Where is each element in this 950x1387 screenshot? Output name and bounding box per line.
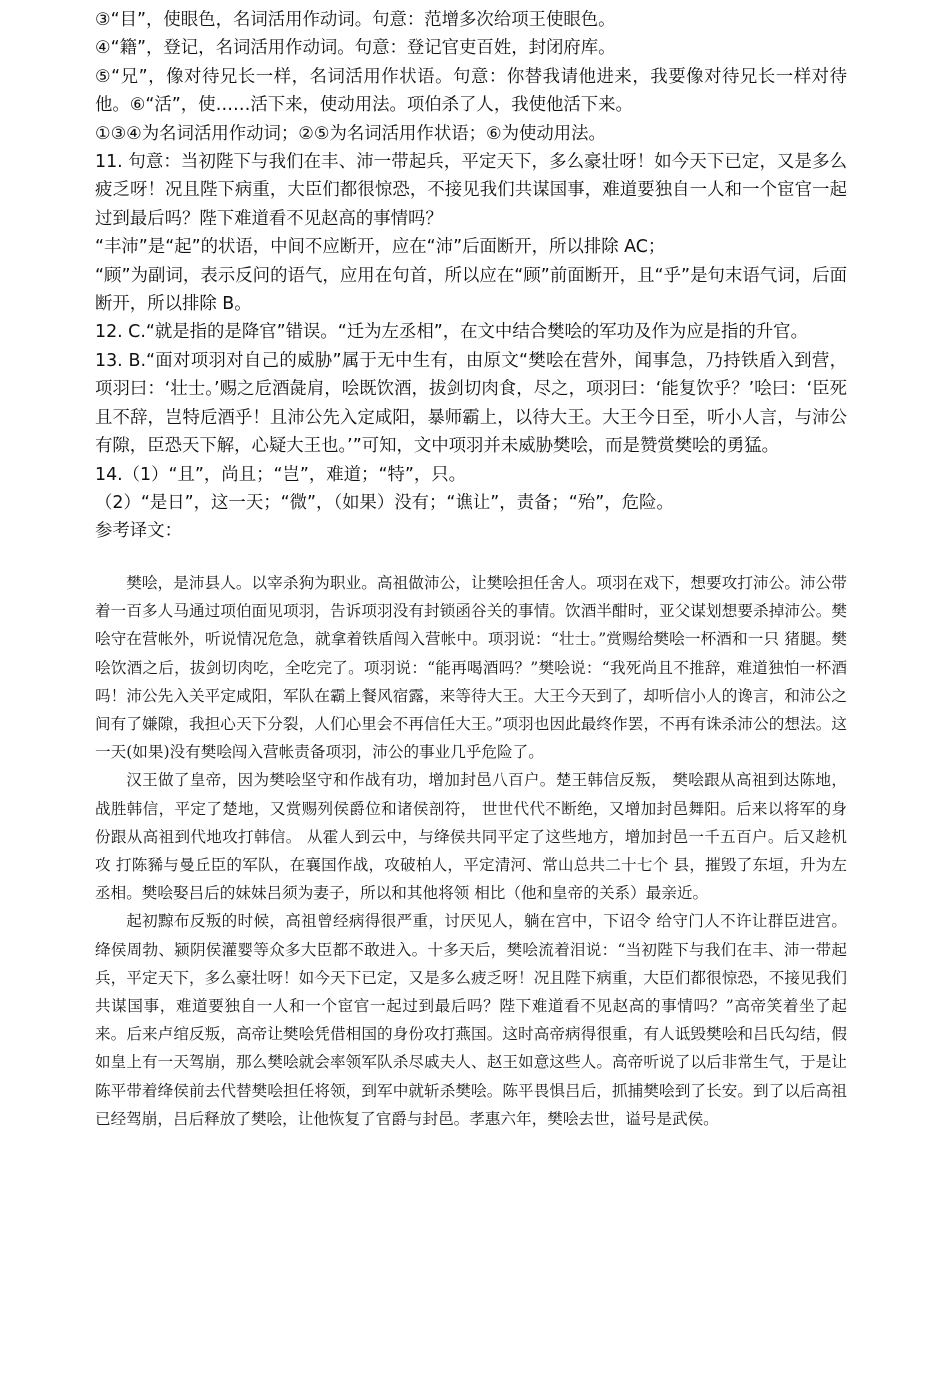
translation-paragraph-1: 樊哙，是沛县人。以宰杀狗为职业。高祖做沛公，让樊哙担任舍人。项羽在戏下，想要攻打沛公。沛公带着一百多人马通过项伯面见项羽，告诉项羽没有封锁函谷关的事情。饮酒半酣时，亚父谋划想要杀掉沛公。樊哙守在营帐外，听说情况危急，就拿着铁盾闯入营帐中。项羽说：“壮士。”赏赐给樊哙一杯酒和一只 猪腿。樊哙饮酒之后，拔剑切肉吃，全吃完了。项羽说：“能再喝酒吗？”樊哙说：“我死尚且不推辞，难道独怕一杯酒吗！沛公先入关平定咸阳，军队在霸上餐风宿露，来等待大王。大王今天到了，却听信小人的谗言，和沛公之间有了嫌隙，我担心天下分裂，人们心里会不再信任大王。”项羽也因此最终作罢，不再有诛杀沛公的想法。这一天(如果)没有樊哙闯入营帐责备项羽，沛公的事业几乎危险了。 [95,574,847,762]
answer-explanations [95,6,847,546]
answer-11: 11. 句意：当初陛下与我们在丰、沛一带起兵，平定天下，多么豪壮呀！如今天下已定，又是多么疲乏呀！况且陛下病重，大臣们都很惊恐，不接见我们共谋国事，难道要独自一人和一个宦官一起过到最后吗？陛下难道看不见赵高的事情吗？ [95,152,847,229]
answer-14-1: 14.（1）“且”，尚且；“岂”，难道；“特”，只。 [95,464,467,485]
answer-14-2: （2）“是日”，这一天；“微”，（如果）没有；“谯让”，责备；“殆”，危险。 [95,492,674,513]
translation-paragraph-3: 起初黥布反叛的时候，高祖曾经病得很严重，讨厌见人，躺在宫中，下诏令 给守门人不许让群臣进宫。绛侯周勃、颍阴侯灌婴等众多大臣都不敢进入。十多天后，樊哙流着泪说：“当初陛下与我们在丰、沛一带起兵，平定天下，多么豪壮呀！如今天下已定，又是多么疲乏呀！况且陛下病重，大臣们都很惊恐，不接见我们共谋国事，难道要独自一人和一个宦官一起过到最后吗？陛下难道看不见赵高的事情吗？”高帝笑着坐了起来。后来卢绾反叛，高帝让樊哙凭借相国的身份攻打燕国。这时高帝病得很重，有人诋毁樊哙和吕氏勾结，假如皇上有一天驾崩，那么樊哙就会率领军队杀尽戚夫人、赵王如意这些人。高帝听说了以后非常生气，于是让陈平带着绛侯前去代替樊哙担任将领，到军中就斩杀樊哙。陈平畏惧吕后，抓捕樊哙到了长安。到了以后高祖已经驾崩，吕后释放了樊哙，让他恢复了官爵与封邑。孝惠六年，樊哙去世，谥号是武侯。 [95,912,847,1128]
answer-11-b: “顾”为副词，表示反问的语气，应用在句首，所以应在“顾”前面断开，且“乎”是句末语气词，后面断开，所以排除 B。 [95,265,847,315]
answer-11-ac: “丰沛”是“起”的状语，中间不应断开，应在“沛”后面断开，所以排除 AC； [95,237,666,258]
translation-heading: 参考译文： [95,521,182,542]
answer-line-3: ③“目”，使眼色，名词活用作动词。句意：范增多次给项王使眼色。 [95,10,616,30]
answer-13: 13. B.“面对项羽对自己的威胁”属于无中生有，由原文“樊哙在营外，闻事急，乃持铁盾入到营，项羽曰：‘壮士。’赐之卮酒彘肩，哙既饮酒，拔剑切肉食，尽之，项羽曰：‘能复饮乎？’哙曰：‘臣死且不辞，岂特卮酒乎！且沛公先入定咸阳，暴师霸上，以待大王。大王今日至，听小人言，与沛公有隙，臣恐天下解，心疑大王也。’”可知，文中项羽并未威胁樊哙，而是赞赏樊哙的勇猛。 [95,350,847,457]
translation-paragraph-2: 汉王做了皇帝，因为樊哙坚守和作战有功，增加封邑八百户。楚王韩信反叛， 樊哙跟从高祖到达陈地，战胜韩信，平定了楚地，又赏赐列侯爵位和诸侯剖符， 世世代代不断绝，又增加封邑舞阳。后来以将军的身份跟从高祖到代地攻打韩信。 从霍人到云中，与绛侯共同平定了这些地方，增加封邑一千五百户。后又趁机攻 打陈豨与曼丘臣的军队，在襄国作战，攻破柏人，平定清河、常山总共二十七个 县，摧毁了东垣，升为左丞相。樊哙娶吕后的妹妹吕须为妻子，所以和其他将领 相比（他和皇帝的关系）最亲近。 [95,771,847,903]
answer-summary: ①③④为名词活用作动词；②⑤为名词活用作状语；⑥为使动用法。 [95,123,606,144]
answer-12: 12. C.“就是指的是降官”错误。“迁为左丞相”，在文中结合樊哙的军功及作为应是指的升官。 [95,322,808,343]
answer-line-4: ④“籍”，登记，名词活用作动词。句意：登记官吏百姓，封闭府库。 [95,38,616,59]
reference-translation [95,569,847,1133]
answer-line-5-6: ⑤“兄”，像对待兄长一样，名词活用作状语。句意：你替我请他进来，我要像对待兄长一样对待他。⑥“活”，使……活下来，使动用法。项伯杀了人，我使他活下来。 [95,66,847,116]
